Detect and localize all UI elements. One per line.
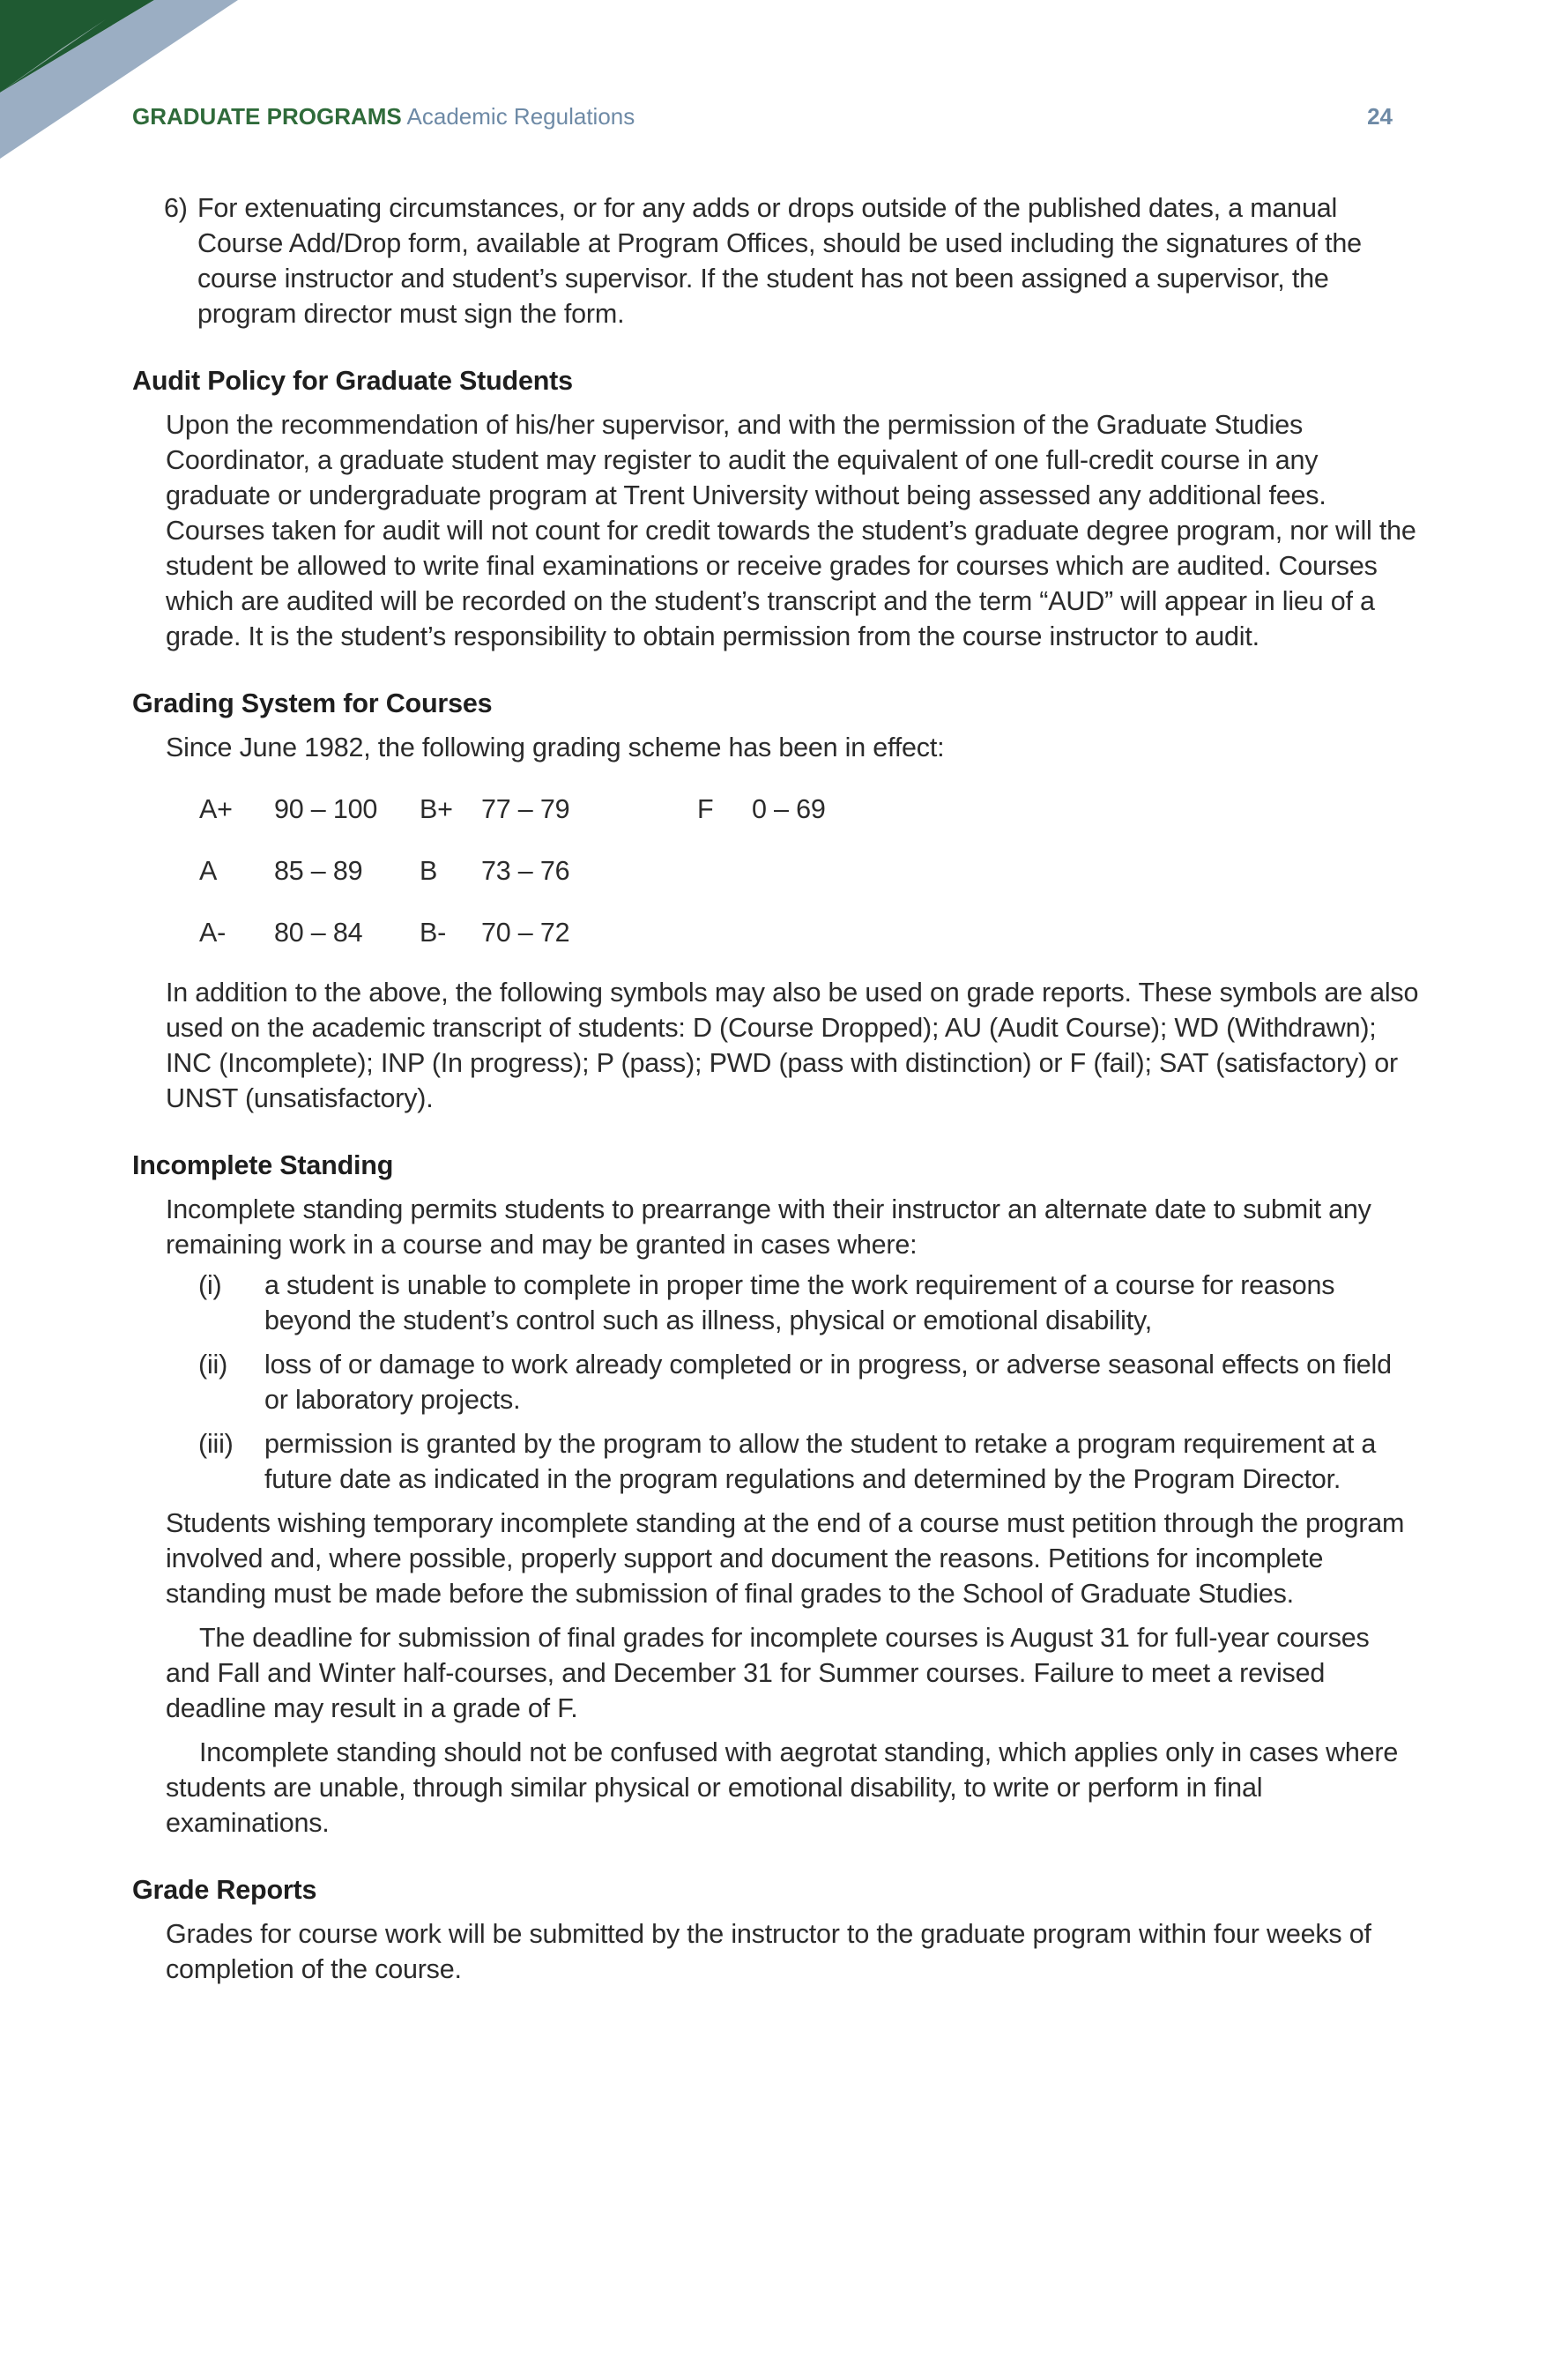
incomplete-cases-list <box>198 1268 1419 1497</box>
grading-intro: Since June 1982, the following grading scheme has been in effect: <box>166 733 945 762</box>
incomplete-intro: Incomplete standing permits students to prearrange with their instructor an alternate date to submit any remaining work in a course and may be granted in cases where: <box>166 1194 1371 1260</box>
grade-row <box>199 853 1419 915</box>
list-numeral: (iii) <box>198 1429 234 1459</box>
grade-range: 73 – 76 <box>481 856 570 886</box>
page-number: 24 <box>1367 103 1393 130</box>
grade-range: 80 – 84 <box>274 918 363 948</box>
grade-row <box>199 792 1419 853</box>
grade-letter: A- <box>199 918 227 948</box>
list-text: loss of or damage to work already completed or in progress, or adverse seasonal effects on field or laboratory projects. <box>264 1350 1392 1415</box>
item-text: For extenuating circumstances, or for any adds or drops outside of the published dates, a manual Course Add/Drop form, available at Program Offices, should be used including the signatures of the course instructor and student’s supervisor. If the student has not been assigned a supervisor, the program director must sign the form. <box>197 193 1362 329</box>
grade-letter: B+ <box>420 794 453 824</box>
heading-incomplete-standing: Incomplete Standing <box>132 1150 394 1180</box>
grade-range: 77 – 79 <box>481 794 570 824</box>
incomplete-deadline-paragraph: The deadline for submission of final grades for incomplete courses is August 31 for full-year courses and Fall and Winter half-courses, and December 31 for Summer courses. Failure to meet a revised deadline may result in a grade of F. <box>166 1623 1370 1723</box>
list-numeral: (i) <box>198 1270 222 1300</box>
heading-grade-reports: Grade Reports <box>132 1875 317 1905</box>
list-item <box>198 1426 1419 1497</box>
grade-letter: B <box>420 856 438 886</box>
list-numeral: (ii) <box>198 1350 228 1380</box>
grading-symbols-paragraph: In addition to the above, the following symbols may also be used on grade reports. These symbols are also used on the academic transcript of students: D (Course Dropped); AU (Audit Course); WD (Withdrawn); INC (Incomplete); INP (In progress); P (pass); PWD (pass with distinction) or F (fail); SAT (satisfactory) or UNST (unsatisfactory). <box>166 978 1419 1113</box>
header-section: GRADUATE PROGRAMS <box>132 103 402 130</box>
list-text: a student is unable to complete in proper time the work requirement of a course for reasons beyond the student’s control such as illness, physical or emotional disability, <box>264 1270 1335 1335</box>
heading-audit-policy: Audit Policy for Graduate Students <box>132 366 573 396</box>
list-item <box>198 1347 1419 1417</box>
grade-row <box>199 915 1419 964</box>
header-subtitle: Academic Regulations <box>406 103 635 130</box>
grade-range: 70 – 72 <box>481 918 570 948</box>
grade-letter: A <box>199 856 218 886</box>
item-number: 6) <box>164 193 188 223</box>
numbered-item-6 <box>164 190 1419 331</box>
grade-range: 85 – 89 <box>274 856 363 886</box>
incomplete-petition-paragraph: Students wishing temporary incomplete standing at the end of a course must petition through the program involved and, where possible, properly support and document the reasons. Petitions for incomplete standing must be made before the submission of final grades to the School of Graduate Studies. <box>166 1508 1405 1609</box>
grade-range: 0 – 69 <box>752 794 826 824</box>
page-header <box>132 99 1393 134</box>
grade-range: 90 – 100 <box>274 794 378 824</box>
heading-grading-system: Grading System for Courses <box>132 688 493 718</box>
grade-letter: B- <box>420 918 447 948</box>
grade-letter: A+ <box>199 794 233 824</box>
list-item <box>198 1268 1419 1338</box>
page-content <box>132 190 1419 1987</box>
list-text: permission is granted by the program to allow the student to retake a program requirement at a future date as indicated in the program regulations and determined by the Program Director. <box>264 1429 1377 1494</box>
audit-paragraph: Upon the recommendation of his/her supervisor, and with the permission of the Graduate Studies Coordinator, a graduate student may register to audit the equivalent of one full-credit course in any graduate or undergraduate program at Trent University without being assessed any additional fees. Courses taken for audit will not count for credit towards the student’s graduate degree program, nor will the student be allowed to write final examinations or receive grades for courses which are audited. Courses which are audited will be recorded on the student’s transcript and the term “AUD” will appear in lieu of a grade. It is the student’s responsibility to obtain permission from the course instructor to audit. <box>166 410 1416 651</box>
grade-reports-paragraph: Grades for course work will be submitted by the instructor to the graduate program within four weeks of completion of the course. <box>166 1919 1371 1984</box>
aegrotat-paragraph: Incomplete standing should not be confused with aegrotat standing, which applies only in cases where students are unable, through similar physical or emotional disability, to write or perform in final examinations. <box>166 1737 1399 1838</box>
grade-letter: F <box>697 794 714 824</box>
corner-graphic <box>0 0 247 159</box>
grade-table <box>199 792 1419 964</box>
